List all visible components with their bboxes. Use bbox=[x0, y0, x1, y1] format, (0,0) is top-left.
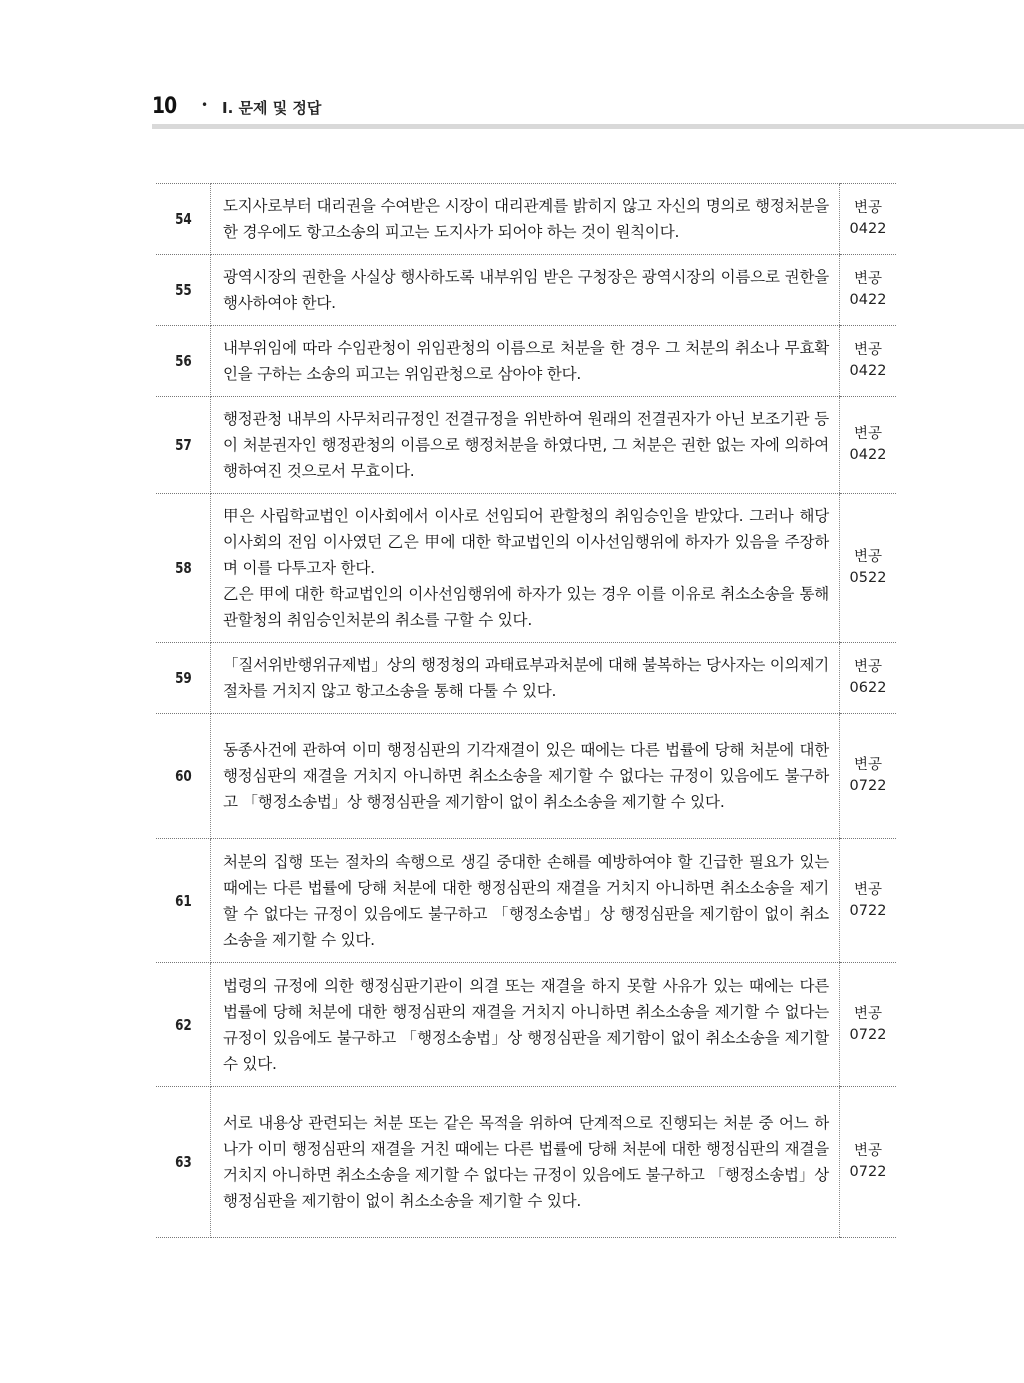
bullet-icon: • bbox=[201, 98, 209, 112]
question-text: 내부위임에 따라 수임관청이 위임관청의 이름으로 처분을 한 경우 그 처분의 취소나 무효확인을 구하는 소송의 피고는 위임관청으로 삼아야 한다. bbox=[211, 326, 840, 397]
table-row bbox=[156, 643, 896, 714]
question-text: 처분의 집행 또는 절차의 속행으로 생길 중대한 손해를 예방하여야 할 긴급한 필요가 있는 때에는 다른 법률에 당해 처분에 대한 행정심판의 재결을 거치지 아니하면 취소소송을 제기할 수 없다는 규정이 있음에도 불구하고 「행정소송법」상 행정심판을 제기함이 없이 취소소송을 제기할 수 있다. bbox=[211, 839, 840, 963]
table-row bbox=[156, 963, 896, 1087]
source-ref: 변공 0722 bbox=[840, 1087, 897, 1238]
question-number: 61 bbox=[156, 839, 211, 963]
table-row bbox=[156, 255, 896, 326]
section-title: Ⅰ. 문제 및 정답 bbox=[222, 99, 322, 117]
question-number: 63 bbox=[156, 1087, 211, 1238]
source-ref: 변공 0722 bbox=[840, 839, 897, 963]
source-ref: 변공 0722 bbox=[840, 714, 897, 839]
question-table bbox=[156, 183, 896, 1238]
source-ref: 변공 0522 bbox=[840, 494, 897, 643]
question-text: 행정관청 내부의 사무처리규정인 전결규정을 위반하여 원래의 전결권자가 아닌 보조기관 등이 처분권자인 행정관청의 이름으로 행정처분을 하였다면, 그 처분은 권한 없는 자에 의하여 행하여진 것으로서 무효이다. bbox=[211, 397, 840, 494]
question-number: 56 bbox=[156, 326, 211, 397]
table-row bbox=[156, 397, 896, 494]
table-row bbox=[156, 714, 896, 839]
question-number: 59 bbox=[156, 643, 211, 714]
source-ref: 변공 0722 bbox=[840, 963, 897, 1087]
table-row bbox=[156, 326, 896, 397]
question-text: 서로 내용상 관련되는 처분 또는 같은 목적을 위하여 단계적으로 진행되는 처분 중 어느 하나가 이미 행정심판의 재결을 거친 때에는 다른 법률에 당해 처분에 대한 행정심판의 재결을 거치지 아니하면 취소소송을 제기할 수 없다는 규정이 있음에도 불구하고 「행정소송법」상 행정심판을 제기함이 없이 취소소송을 제기할 수 있다. bbox=[211, 1087, 840, 1238]
header-rule bbox=[152, 124, 1024, 129]
question-text: 「질서위반행위규제법」상의 행정청의 과태료부과처분에 대해 불복하는 당사자는 이의제기 절차를 거치지 않고 항고소송을 통해 다툴 수 있다. bbox=[211, 643, 840, 714]
question-number: 54 bbox=[156, 184, 211, 255]
source-ref: 변공 0422 bbox=[840, 255, 897, 326]
table-row bbox=[156, 184, 896, 255]
question-text-line: 乙은 甲에 대한 학교법인의 이사선임행위에 하자가 있는 경우 이를 이유로 취소소송을 통해 관할청의 취임승인처분의 취소를 구할 수 있다. bbox=[223, 585, 829, 629]
source-ref: 변공 0622 bbox=[840, 643, 897, 714]
question-number: 60 bbox=[156, 714, 211, 839]
question-text: 광역시장의 권한을 사실상 행사하도록 내부위임 받은 구청장은 광역시장의 이름으로 권한을 행사하여야 한다. bbox=[211, 255, 840, 326]
question-text: 법령의 규정에 의한 행정심판기관이 의결 또는 재결을 하지 못할 사유가 있는 때에는 다른 법률에 당해 처분에 대한 행정심판의 재결을 거치지 아니하면 취소소송을 제기할 수 없다는 규정이 있음에도 불구하고 「행정소송법」상 행정심판을 제기함이 없이 취소소송을 제기할 수 있다. bbox=[211, 963, 840, 1087]
source-ref: 변공 0422 bbox=[840, 326, 897, 397]
page-number: 10 bbox=[152, 94, 177, 119]
question-number: 55 bbox=[156, 255, 211, 326]
question-number: 62 bbox=[156, 963, 211, 1087]
source-ref: 변공 0422 bbox=[840, 184, 897, 255]
question-text: 도지사로부터 대리권을 수여받은 시장이 대리관계를 밝히지 않고 자신의 명의로 행정처분을 한 경우에도 항고소송의 피고는 도지사가 되어야 하는 것이 원칙이다. bbox=[211, 184, 840, 255]
source-ref: 변공 0422 bbox=[840, 397, 897, 494]
question-number: 58 bbox=[156, 494, 211, 643]
question-text-line: 甲은 사립학교법인 이사회에서 이사로 선임되어 관할청의 취임승인을 받았다. 그러나 해당 이사회의 전임 이사였던 乙은 甲에 대한 학교법인의 이사선임행위에 하자가 있음을 주장하며 이를 다투고자 한다. bbox=[223, 507, 829, 577]
question-text: 동종사건에 관하여 이미 행정심판의 기각재결이 있은 때에는 다른 법률에 당해 처분에 대한 행정심판의 재결을 거치지 아니하면 취소소송을 제기할 수 없다는 규정이 있음에도 불구하고 「행정소송법」상 행정심판을 제기함이 없이 취소소송을 제기할 수 있다. bbox=[211, 714, 840, 839]
question-text bbox=[211, 494, 840, 643]
table-row bbox=[156, 1087, 896, 1238]
question-number: 57 bbox=[156, 397, 211, 494]
table-row bbox=[156, 494, 896, 643]
table-row bbox=[156, 839, 896, 963]
page-header bbox=[0, 86, 1024, 130]
